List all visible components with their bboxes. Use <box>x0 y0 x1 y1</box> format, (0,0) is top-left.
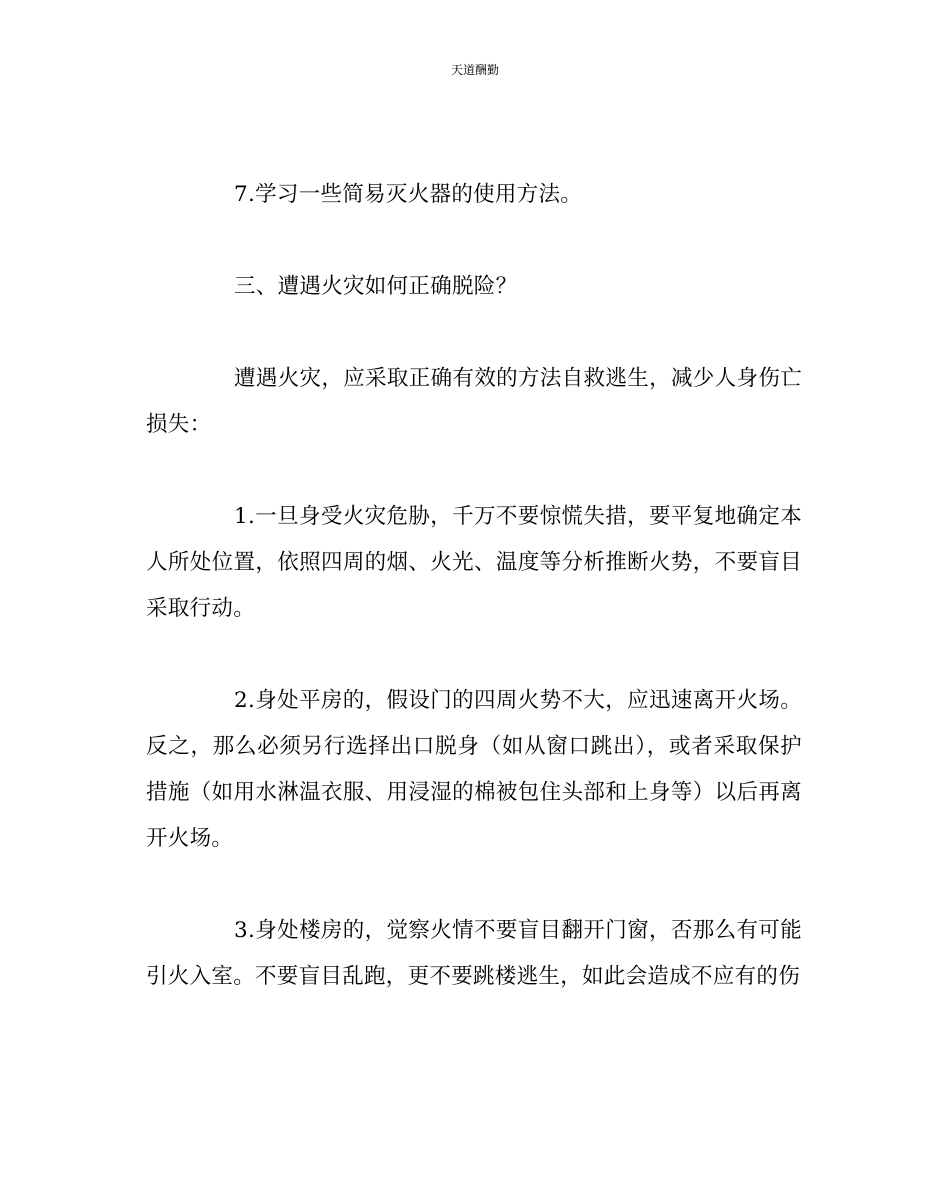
list-item-1: 1.一旦身受火灾危胁，千万不要惊慌失措，要平复地确定本人所处位置，依照四周的烟、火光、温度等分析推断火势，不要盲目采取行动。 <box>146 504 802 621</box>
intro-paragraph: 遭遇火灾，应采取正确有效的方法自救逃生，减少人身伤亡损失： <box>146 366 802 437</box>
section-heading-3: 三、遭遇火灾如何正确脱险？ <box>234 274 518 299</box>
list-item-2: 2.身处平房的，假设门的四周火势不大，应迅速离开火场。反之，那么必须另行选择出口脱身（如从窗口跳出），或者采取保护措施（如用水淋温衣服、用浸湿的棉被包住头部和上身等）以后再离开火场。 <box>146 688 802 851</box>
list-item-7: 7.学习一些简易灭火器的使用方法。 <box>234 182 583 207</box>
list-item-3: 3.身处楼房的，觉察火情不要盲目翻开门窗，否那么有可能引火入室。不要盲目乱跑，更不要跳楼逃生，如此会造成不应有的伤 <box>146 918 802 989</box>
document-body <box>146 172 802 1000</box>
page-header: 天道酬勤 <box>450 63 499 77</box>
